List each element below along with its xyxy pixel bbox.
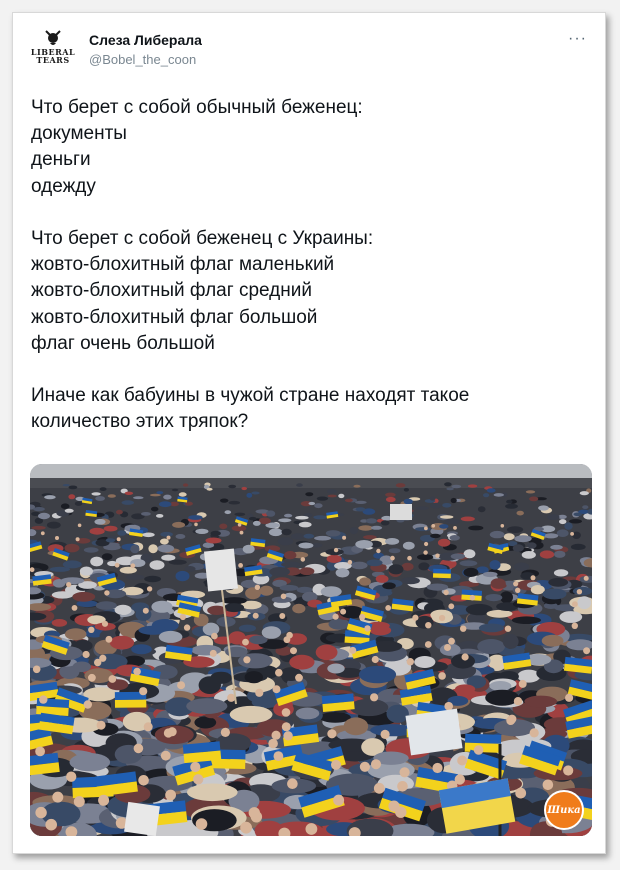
crowd-photo-image <box>30 464 592 836</box>
tweet-text-line: жовто-блохитный флаг средний <box>31 280 312 302</box>
tweet-card <box>12 12 606 854</box>
tear-logo-icon <box>43 29 63 47</box>
crowd-photo[interactable] <box>30 464 592 836</box>
tweet-text-line: Иначе как бабуины в чужой стране находят такое <box>31 385 470 407</box>
tweet-text-line: Что берет с собой беженец с Украины: <box>31 227 374 249</box>
tweet-text-line <box>31 357 591 383</box>
more-options-icon[interactable]: ··· <box>568 30 587 47</box>
author-handle[interactable]: @Bobel_the_coon <box>89 52 197 67</box>
tweet-text-line: деньги <box>31 149 91 171</box>
tweet-text-line <box>31 200 591 226</box>
tweet-header <box>31 29 587 81</box>
tweet-text-line: документы <box>31 123 127 145</box>
avatar-logo-text: LIBERAL TEARS <box>30 47 76 65</box>
tweet-text-line: количество этих тряпок? <box>31 411 249 433</box>
tweet-text <box>31 95 591 435</box>
tweet-text-line: жовто-блохитный флаг маленький <box>31 254 335 276</box>
tweet-text-line: одежду <box>31 175 96 197</box>
tweet-text-line: жовто-блохитный флаг большой <box>31 306 318 328</box>
author-display-name[interactable]: Слеза Либерала <box>89 32 202 48</box>
author-names <box>89 31 202 69</box>
avatar[interactable] <box>31 29 75 81</box>
tweet-text-line: флаг очень большой <box>31 332 215 354</box>
watermark-badge: Шика <box>544 790 584 830</box>
tweet-text-line: Что берет с собой обычный беженец: <box>31 97 363 118</box>
